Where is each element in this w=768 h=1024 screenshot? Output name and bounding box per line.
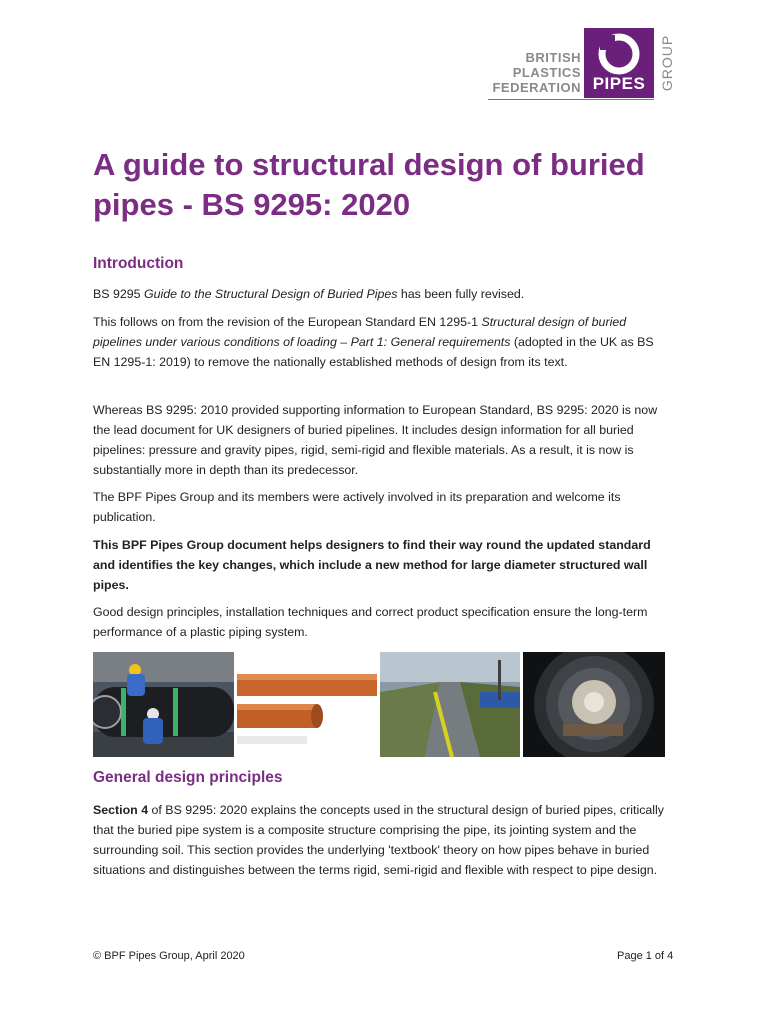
intro-paragraph-2: This follows on from the revision of the European Standard EN 1295-1 Structural design of buried pipelines under various conditions of loading – Part 1: General requirements (adopted in the UK as BS EN 1295-1: 2019) to remove the nationally established methods of design from its text. — [93, 315, 654, 369]
logo-line-british: BRITISH — [525, 50, 581, 65]
logo-pipes-box — [584, 28, 654, 98]
logo-line-plastics: PLASTICS — [512, 65, 581, 80]
pipe-installation-workers-photo — [93, 652, 234, 757]
logo-group-label: GROUP — [659, 34, 675, 92]
intro-paragraph-1: BS 9295 Guide to the Structural Design of Buried Pipes has been fully revised. — [93, 287, 525, 301]
intro-paragraph-4: The BPF Pipes Group and its members were actively involved in its preparation and welcome its publication. — [93, 490, 621, 524]
photo-strip — [93, 652, 665, 757]
document-title: A guide to structural design of buried pipes - BS 9295: 2020 — [93, 147, 645, 222]
inside-pipe-photo — [523, 652, 665, 757]
pipe-ring-icon — [598, 33, 640, 75]
logo-pipes-text: PIPES — [592, 74, 646, 93]
intro-paragraph-3: Whereas BS 9295: 2010 provided supporting information to European Standard, BS 9295: 2020 is now the lead document for UK designers of buried pipelines. It includes design information for all buried pipelines: pressure and gravity pipes, rigid, semi-rigid and flexible materials. As a result, it is now is substantially more in depth than its predecessor. — [93, 403, 658, 477]
footer-page-number: Page 1 of 4 — [617, 950, 674, 962]
general-paragraph-1: Section 4 of BS 9295: 2020 explains the concepts used in the structural design of buried pipes, critically that the buried pipe system is a composite structure comprising the pipe, its jointing system and the surrounding soil. This section provides the underlying 'textbook' theory on how pipes behave in buried situations and distinguishes between the terms rigid, semi-rigid and flexible with respect to pipe design. — [93, 803, 664, 877]
orange-pipes-photo — [237, 652, 377, 757]
logo-line-federation: FEDERATION — [492, 80, 581, 95]
footer-copyright: © BPF Pipes Group, April 2020 — [93, 950, 245, 962]
intro-paragraph-6: Good design principles, installation techniques and correct product specification ensure the long-term performance of a plastic piping system. — [93, 605, 648, 639]
bpf-pipes-group-logo — [488, 28, 676, 100]
heading-introduction: Introduction — [93, 255, 184, 272]
heading-general-design-principles: General design principles — [93, 769, 283, 786]
logo-underline — [488, 99, 654, 100]
logo-wordmark — [492, 50, 581, 95]
trench-pipeline-photo — [380, 652, 520, 757]
intro-paragraph-5-bold: This BPF Pipes Group document helps designers to find their way round the updated standard and identifies the key changes, which include a new method for large diameter structured wall pipes. — [93, 538, 651, 592]
